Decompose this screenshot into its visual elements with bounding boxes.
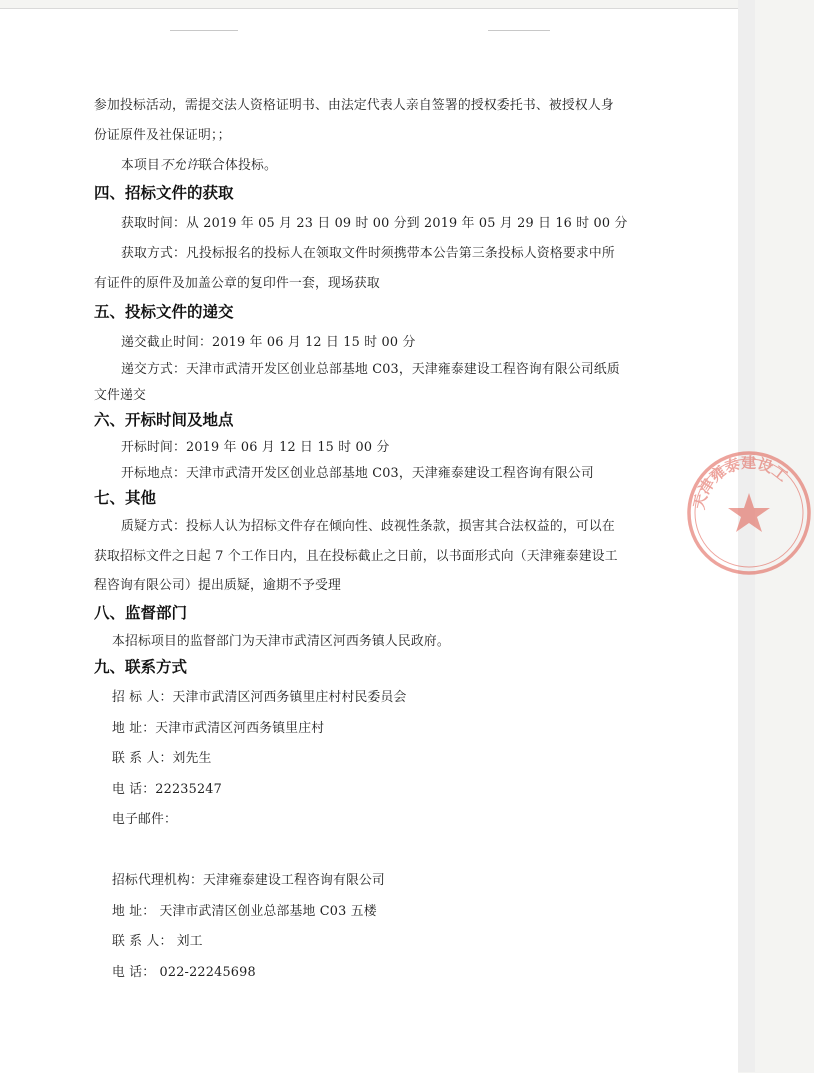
- italic-text-run: 不允许: [160, 158, 199, 173]
- contact-line: 地 址：天津市武清区河西务镇里庄村: [112, 721, 325, 736]
- paragraph-line: 递交截止时间：2019 年 06 月 12 日 15 时 00 分: [121, 335, 416, 350]
- contact-line: 电子邮件：: [112, 812, 177, 827]
- contact-line: 地 址： 天津市武清区创业总部基地 C03 五楼: [112, 904, 377, 919]
- paragraph-line: 程咨询有限公司）提出质疑，逾期不予受理: [94, 578, 341, 593]
- paragraph-line: 份证原件及社保证明；；: [94, 128, 231, 143]
- text-run: 联合体投标。: [199, 158, 277, 173]
- contact-line: 电 话： 022-22245698: [112, 965, 256, 980]
- paragraph-line: 获取招标文件之日起 7 个工作日内，且在投标截止之日前，以书面形式向（天津雍泰建设工: [94, 549, 618, 564]
- section-heading: 七、其他: [94, 489, 157, 507]
- section-heading: 六、开标时间及地点: [94, 411, 234, 429]
- contact-line: 招 标 人：天津市武清区河西务镇里庄村村民委员会: [112, 690, 407, 705]
- paragraph-line: 获取方式：凡投标报名的投标人在领取文件时须携带本公告第三条投标人资格要求中所: [121, 246, 615, 261]
- section-heading: 九、联系方式: [94, 658, 188, 676]
- company-seal: [684, 448, 814, 578]
- paragraph-line: 开标地点：天津市武清开发区创业总部基地 C03，天津雍泰建设工程咨询有限公司: [121, 466, 594, 481]
- paragraph-line: [121, 154, 277, 173]
- paragraph-line: 递交方式：天津市武清开发区创业总部基地 C03，天津雍泰建设工程咨询有限公司纸质: [121, 362, 620, 377]
- paragraph-line: 开标时间：2019 年 06 月 12 日 15 时 00 分: [121, 440, 390, 455]
- section-heading: 八、监督部门: [94, 604, 188, 622]
- section-heading: 五、投标文件的递交: [94, 303, 234, 321]
- contact-line: 联 系 人： 刘工: [112, 934, 203, 949]
- section-heading: 四、招标文件的获取: [94, 184, 234, 202]
- paragraph-line: 有证件的原件及加盖公章的复印件一套，现场获取: [94, 276, 380, 291]
- text-run: 本项目: [121, 158, 160, 173]
- paragraph-line: 本招标项目的监督部门为天津市武清区河西务镇人民政府。: [112, 634, 450, 649]
- paragraph-line: 文件递交: [94, 388, 146, 403]
- seal-text: 天津雍泰建设工: [689, 453, 792, 512]
- scan-mark: [170, 30, 238, 31]
- contact-line: 招标代理机构：天津雍泰建设工程咨询有限公司: [112, 873, 385, 888]
- paragraph-line: 参加投标活动，需提交法人资格证明书、由法定代表人亲自签署的授权委托书、被授权人身: [94, 98, 614, 113]
- scan-mark: [488, 30, 550, 31]
- seal-star-icon: [728, 493, 770, 532]
- paragraph-line: 获取时间：从 2019 年 05 月 23 日 09 时 00 分到 2019 年 05 月 29 日 16 时 00 分: [121, 216, 628, 231]
- contact-line: 电 话：22235247: [112, 782, 222, 797]
- contact-line: 联 系 人：刘先生: [112, 751, 212, 766]
- paragraph-line: 质疑方式：投标人认为招标文件存在倾向性、歧视性条款，损害其合法权益的，可以在: [121, 519, 615, 534]
